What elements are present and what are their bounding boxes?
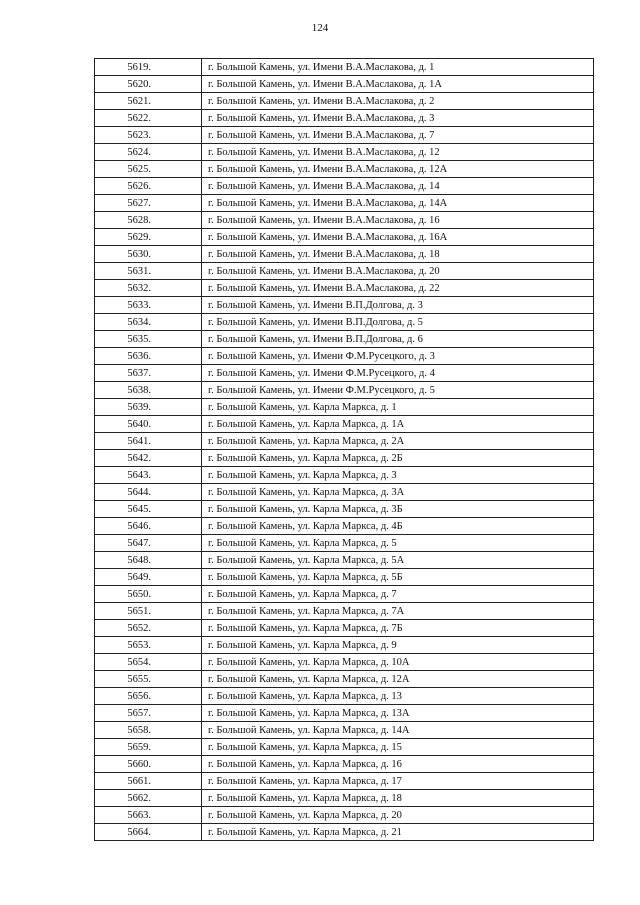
row-address: г. Большой Камень, ул. Имени В.А.Маслакова, д. 14 [202, 178, 594, 195]
table-row [95, 773, 594, 790]
row-address: г. Большой Камень, ул. Имени Ф.М.Русецкого, д. 3 [202, 348, 594, 365]
row-address: г. Большой Камень, ул. Имени В.А.Маслакова, д. 18 [202, 246, 594, 263]
row-number: 5649. [95, 569, 202, 586]
row-number: 5621. [95, 93, 202, 110]
row-number: 5637. [95, 365, 202, 382]
row-number: 5625. [95, 161, 202, 178]
row-address: г. Большой Камень, ул. Карла Маркса, д. 3А [202, 484, 594, 501]
row-number: 5658. [95, 722, 202, 739]
table-row [95, 110, 594, 127]
address-table [94, 58, 594, 841]
table-row [95, 59, 594, 76]
row-number: 5629. [95, 229, 202, 246]
row-number: 5646. [95, 518, 202, 535]
row-number: 5641. [95, 433, 202, 450]
table-row [95, 382, 594, 399]
row-number: 5620. [95, 76, 202, 93]
row-number: 5639. [95, 399, 202, 416]
address-table-body [95, 59, 594, 841]
table-row [95, 127, 594, 144]
table-row [95, 416, 594, 433]
table-row [95, 280, 594, 297]
row-number: 5661. [95, 773, 202, 790]
row-number: 5636. [95, 348, 202, 365]
table-row [95, 518, 594, 535]
table-row [95, 178, 594, 195]
row-number: 5638. [95, 382, 202, 399]
row-number: 5643. [95, 467, 202, 484]
row-address: г. Большой Камень, ул. Карла Маркса, д. 5А [202, 552, 594, 569]
row-address: г. Большой Камень, ул. Карла Маркса, д. 2Б [202, 450, 594, 467]
row-address: г. Большой Камень, ул. Карла Маркса, д. 7 [202, 586, 594, 603]
page-number: 124 [311, 22, 329, 34]
table-row [95, 790, 594, 807]
row-address: г. Большой Камень, ул. Имени В.А.Маслакова, д. 12А [202, 161, 594, 178]
row-number: 5663. [95, 807, 202, 824]
row-address: г. Большой Камень, ул. Имени В.А.Маслакова, д. 16 [202, 212, 594, 229]
row-number: 5642. [95, 450, 202, 467]
row-number: 5623. [95, 127, 202, 144]
row-number: 5650. [95, 586, 202, 603]
row-address: г. Большой Камень, ул. Карла Маркса, д. 9 [202, 637, 594, 654]
table-row [95, 331, 594, 348]
table-row [95, 654, 594, 671]
row-address: г. Большой Камень, ул. Имени В.А.Маслакова, д. 7 [202, 127, 594, 144]
row-address: г. Большой Камень, ул. Карла Маркса, д. 13 [202, 688, 594, 705]
row-number: 5653. [95, 637, 202, 654]
table-row [95, 314, 594, 331]
row-number: 5644. [95, 484, 202, 501]
table-row [95, 246, 594, 263]
table-row [95, 637, 594, 654]
row-address: г. Большой Камень, ул. Имени В.А.Маслакова, д. 14А [202, 195, 594, 212]
row-number: 5652. [95, 620, 202, 637]
row-number: 5626. [95, 178, 202, 195]
table-row [95, 722, 594, 739]
table-row [95, 824, 594, 841]
row-address: г. Большой Камень, ул. Имени В.А.Маслакова, д. 12 [202, 144, 594, 161]
table-row [95, 297, 594, 314]
row-address: г. Большой Камень, ул. Карла Маркса, д. 14А [202, 722, 594, 739]
table-row [95, 535, 594, 552]
row-address: г. Большой Камень, ул. Карла Маркса, д. 17 [202, 773, 594, 790]
row-address: г. Большой Камень, ул. Имени В.П.Долгова, д. 5 [202, 314, 594, 331]
row-address: г. Большой Камень, ул. Карла Маркса, д. 18 [202, 790, 594, 807]
row-address: г. Большой Камень, ул. Карла Маркса, д. 7А [202, 603, 594, 620]
row-number: 5631. [95, 263, 202, 280]
table-row [95, 807, 594, 824]
table-row [95, 399, 594, 416]
row-number: 5627. [95, 195, 202, 212]
row-address: г. Большой Камень, ул. Имени В.А.Маслакова, д. 20 [202, 263, 594, 280]
table-row [95, 263, 594, 280]
table-row [95, 365, 594, 382]
row-address: г. Большой Камень, ул. Карла Маркса, д. 13А [202, 705, 594, 722]
table-row [95, 705, 594, 722]
table-row [95, 467, 594, 484]
row-address: г. Большой Камень, ул. Имени В.А.Маслакова, д. 1А [202, 76, 594, 93]
row-number: 5640. [95, 416, 202, 433]
row-number: 5632. [95, 280, 202, 297]
row-number: 5654. [95, 654, 202, 671]
table-row [95, 212, 594, 229]
row-address: г. Большой Камень, ул. Карла Маркса, д. 2А [202, 433, 594, 450]
row-address: г. Большой Камень, ул. Имени В.А.Маслакова, д. 1 [202, 59, 594, 76]
table-row [95, 739, 594, 756]
row-address: г. Большой Камень, ул. Имени В.А.Маслакова, д. 3 [202, 110, 594, 127]
table-row [95, 450, 594, 467]
row-address: г. Большой Камень, ул. Имени В.П.Долгова, д. 3 [202, 297, 594, 314]
table-row [95, 756, 594, 773]
row-number: 5622. [95, 110, 202, 127]
row-number: 5664. [95, 824, 202, 841]
row-address: г. Большой Камень, ул. Карла Маркса, д. 7Б [202, 620, 594, 637]
row-address: г. Большой Камень, ул. Карла Маркса, д. 1 [202, 399, 594, 416]
row-number: 5660. [95, 756, 202, 773]
row-number: 5645. [95, 501, 202, 518]
row-number: 5634. [95, 314, 202, 331]
row-number: 5648. [95, 552, 202, 569]
table-row [95, 348, 594, 365]
row-number: 5624. [95, 144, 202, 161]
row-address: г. Большой Камень, ул. Имени В.П.Долгова, д. 6 [202, 331, 594, 348]
table-row [95, 501, 594, 518]
table-row [95, 229, 594, 246]
row-address: г. Большой Камень, ул. Карла Маркса, д. 15 [202, 739, 594, 756]
row-address: г. Большой Камень, ул. Карла Маркса, д. 5 [202, 535, 594, 552]
table-row [95, 144, 594, 161]
row-address: г. Большой Камень, ул. Имени В.А.Маслакова, д. 22 [202, 280, 594, 297]
row-number: 5657. [95, 705, 202, 722]
table-row [95, 671, 594, 688]
row-number: 5633. [95, 297, 202, 314]
row-address: г. Большой Камень, ул. Карла Маркса, д. 20 [202, 807, 594, 824]
table-row [95, 586, 594, 603]
row-address: г. Большой Камень, ул. Карла Маркса, д. 3Б [202, 501, 594, 518]
row-address: г. Большой Камень, ул. Карла Маркса, д. 3 [202, 467, 594, 484]
row-number: 5659. [95, 739, 202, 756]
row-address: г. Большой Камень, ул. Карла Маркса, д. 1А [202, 416, 594, 433]
row-number: 5655. [95, 671, 202, 688]
row-number: 5651. [95, 603, 202, 620]
row-address: г. Большой Камень, ул. Карла Маркса, д. 5Б [202, 569, 594, 586]
row-address: г. Большой Камень, ул. Карла Маркса, д. 4Б [202, 518, 594, 535]
table-row [95, 93, 594, 110]
row-number: 5628. [95, 212, 202, 229]
row-address: г. Большой Камень, ул. Имени В.А.Маслакова, д. 2 [202, 93, 594, 110]
row-number: 5656. [95, 688, 202, 705]
row-address: г. Большой Камень, ул. Карла Маркса, д. 16 [202, 756, 594, 773]
table-row [95, 433, 594, 450]
table-row [95, 552, 594, 569]
row-number: 5647. [95, 535, 202, 552]
row-number: 5662. [95, 790, 202, 807]
row-address: г. Большой Камень, ул. Имени Ф.М.Русецкого, д. 5 [202, 382, 594, 399]
table-row [95, 195, 594, 212]
table-row [95, 620, 594, 637]
table-row [95, 161, 594, 178]
row-address: г. Большой Камень, ул. Карла Маркса, д. 10А [202, 654, 594, 671]
table-row [95, 688, 594, 705]
row-address: г. Большой Камень, ул. Имени В.А.Маслакова, д. 16А [202, 229, 594, 246]
row-number: 5630. [95, 246, 202, 263]
table-row [95, 603, 594, 620]
table-row [95, 569, 594, 586]
row-address: г. Большой Камень, ул. Карла Маркса, д. 12А [202, 671, 594, 688]
row-number: 5619. [95, 59, 202, 76]
table-row [95, 76, 594, 93]
table-row [95, 484, 594, 501]
row-number: 5635. [95, 331, 202, 348]
row-address: г. Большой Камень, ул. Карла Маркса, д. 21 [202, 824, 594, 841]
row-address: г. Большой Камень, ул. Имени Ф.М.Русецкого, д. 4 [202, 365, 594, 382]
